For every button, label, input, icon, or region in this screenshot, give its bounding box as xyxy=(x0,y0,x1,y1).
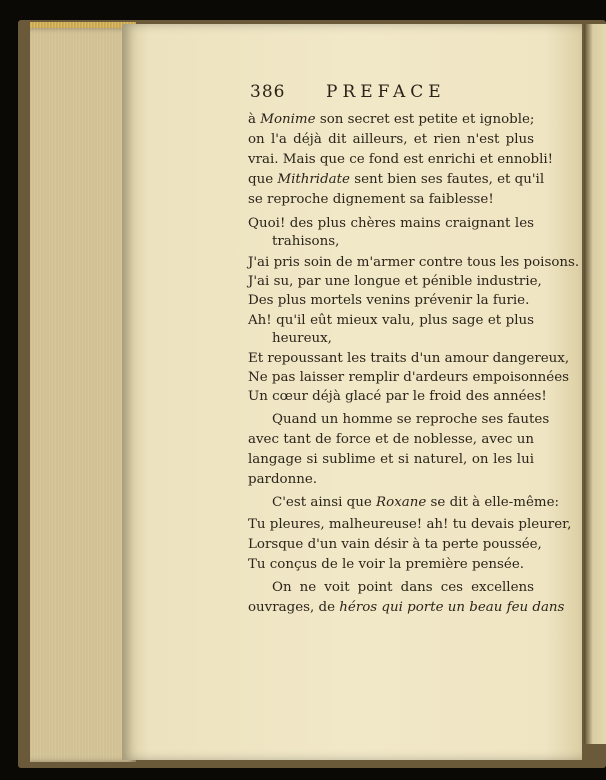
text-line xyxy=(248,170,545,190)
text-segment: Et repoussant les traits d'un amour dangereux, xyxy=(248,351,570,366)
text-line xyxy=(248,150,554,170)
text-line xyxy=(272,329,332,349)
text-line xyxy=(248,555,524,575)
text-line xyxy=(248,110,534,130)
text-line xyxy=(248,430,534,450)
text-line xyxy=(248,515,571,535)
text-line xyxy=(272,578,534,598)
page-header xyxy=(250,82,550,106)
text-line xyxy=(248,450,534,470)
text-segment: Ah! qu'il eût mieux valu, plus sage et plus xyxy=(248,313,534,328)
text-segment: se reproche dignement sa faiblesse! xyxy=(248,192,494,207)
text-segment: se dit à elle-même: xyxy=(426,495,560,510)
facing-page-edge xyxy=(584,24,606,744)
italic-text: Roxane xyxy=(376,495,427,510)
text-segment: Des plus mortels venins prévenir la furie. xyxy=(248,293,530,308)
text-segment: on l'a déjà dit ailleurs, et rien n'est plus xyxy=(248,132,534,147)
text-segment: langage si sublime et si naturel, on les lui xyxy=(248,452,534,467)
running-title: PREFACE xyxy=(326,82,446,102)
text-segment: J'ai su, par une longue et pénible industrie, xyxy=(248,274,542,289)
text-line xyxy=(248,387,547,407)
text-segment: Tu pleures, malheureuse! ah! tu devais pleurer, xyxy=(248,517,572,532)
text-line xyxy=(248,535,542,555)
text-line xyxy=(248,349,569,369)
text-segment: à xyxy=(248,112,261,127)
text-line xyxy=(248,130,534,150)
text-segment: vrai. Mais que ce fond est enrichi et ennobli! xyxy=(248,152,554,167)
text-segment: Lorsque d'un vain désir à ta perte poussée, xyxy=(248,537,542,552)
text-line xyxy=(248,311,534,331)
text-line xyxy=(248,470,317,490)
text-segment: Quoi! des plus chères mains craignant les xyxy=(248,216,534,231)
text-segment: son secret est petite et ignoble; xyxy=(315,112,535,127)
text-line xyxy=(248,598,565,618)
text-line xyxy=(272,493,559,513)
text-segment: heureux, xyxy=(272,331,332,346)
text-line xyxy=(248,214,534,234)
text-segment: pardonne. xyxy=(248,472,318,487)
page-number: 386 xyxy=(250,82,286,102)
italic-text: Monime xyxy=(260,112,316,127)
page-edges xyxy=(30,28,136,762)
text-segment: Ne pas laisser remplir d'ardeurs empoisonnées xyxy=(248,370,570,385)
text-segment: On ne voit point dans ces excellens xyxy=(272,580,534,595)
text-segment: trahisons, xyxy=(272,234,340,249)
text-segment: Tu conçus de le voir la première pensée. xyxy=(248,557,525,572)
text-line xyxy=(272,410,550,430)
text-segment: que xyxy=(248,172,278,187)
text-segment: J'ai pris soin de m'armer contre tous les poisons. xyxy=(248,255,580,270)
text-line xyxy=(248,190,494,210)
text-line xyxy=(248,368,569,388)
text-segment: sent bien ses fautes, et qu'il xyxy=(349,172,545,187)
text-line xyxy=(248,272,542,292)
italic-text: Mithridate xyxy=(277,172,350,187)
text-segment: avec tant de force et de noblesse, avec un xyxy=(248,432,534,447)
text-segment: C'est ainsi que xyxy=(272,495,377,510)
text-line xyxy=(248,253,580,273)
text-segment: Un cœur déjà glacé par le froid des années! xyxy=(248,389,547,404)
text-line xyxy=(272,232,339,252)
italic-text: héros qui porte un beau feu dans xyxy=(339,600,565,615)
text-line xyxy=(248,291,529,311)
text-segment: ouvrages, de xyxy=(248,600,340,615)
text-segment: Quand un homme se reproche ses fautes xyxy=(272,412,550,427)
